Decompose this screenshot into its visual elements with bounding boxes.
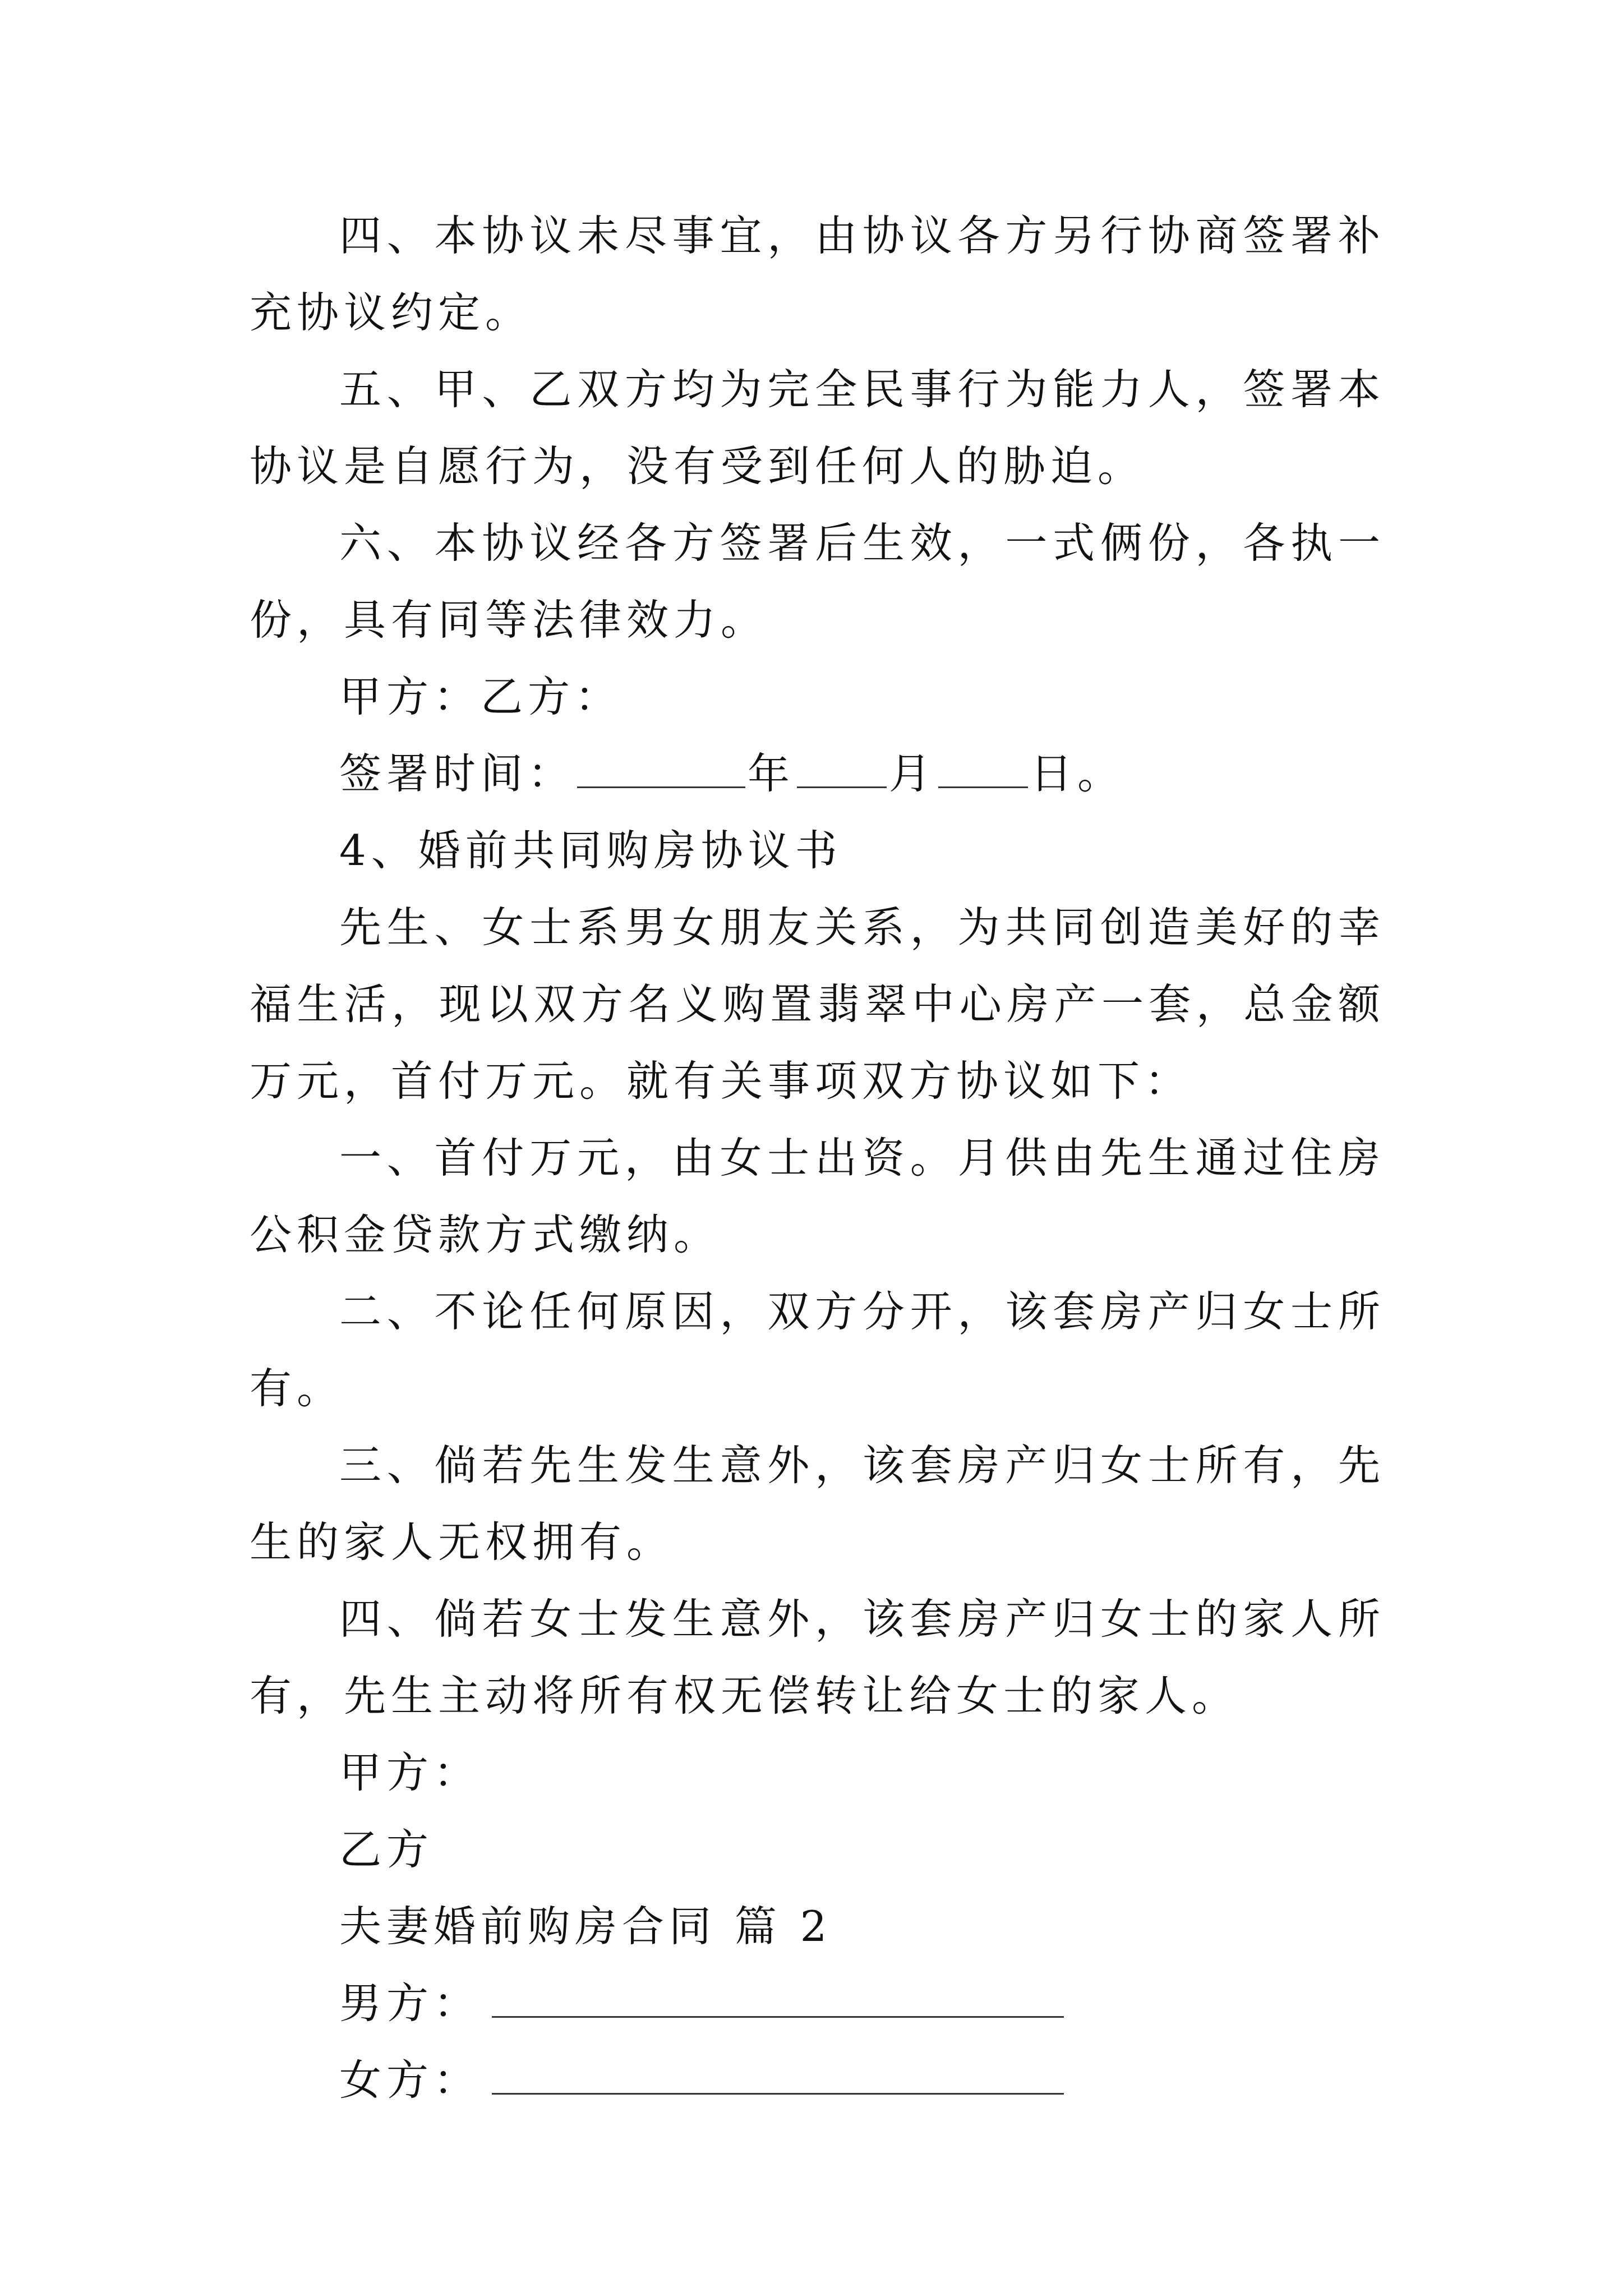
- agreement-intro: 先生、女士系男女朋友关系，为共同创造美好的幸福生活，现以双方名义购置翡翠中心房产一套，总金额万元，首付万元。就有关事项双方协议如下：: [250, 903, 1385, 1106]
- next-contract-title: 夫妻婚前购房合同 篇 2: [339, 1902, 832, 1951]
- female-party-label: 女方：: [339, 2055, 481, 2105]
- male-party-line: [250, 1965, 1385, 2042]
- parties-signature-line: 甲方：乙方：: [339, 672, 623, 721]
- agreement-clause-3: 三、倘若先生发生意外，该套房产归女士所有，先生的家人无权拥有。: [250, 1441, 1385, 1567]
- year-blank[interactable]: [577, 752, 745, 788]
- party-a-label: 甲方：: [339, 1748, 481, 1797]
- male-party-label: 男方：: [339, 1978, 481, 2028]
- paragraph-clause-6: 六、本协议经各方签署后生效，一式俩份，各执一份，具有同等法律效力。: [250, 518, 1385, 645]
- party-b-label: 乙方: [339, 1825, 434, 1874]
- day-blank[interactable]: [938, 752, 1028, 788]
- paragraph-clause-4: 四、本协议未尽事宜，由协议各方另行协商签署补充协议约定。: [250, 211, 1385, 337]
- signing-time-line: [250, 735, 1385, 812]
- female-party-line: [250, 2042, 1385, 2119]
- signing-time-label: 签署时间：: [339, 749, 575, 798]
- month-blank[interactable]: [797, 752, 887, 788]
- year-label: 年: [748, 749, 795, 798]
- agreement-clause-2: 二、不论任何原因，双方分开，该套房产归女士所有。: [250, 1287, 1385, 1413]
- female-party-blank[interactable]: [492, 2058, 1064, 2095]
- section-title: 4、婚前共同购房协议书: [339, 826, 842, 875]
- male-party-blank[interactable]: [492, 1981, 1064, 2018]
- day-label: 日。: [1030, 749, 1125, 798]
- paragraph-clause-5: 五、甲、乙双方均为完全民事行为能力人，签署本协议是自愿行为，没有受到任何人的胁迫。: [250, 365, 1385, 491]
- month-label: 月: [889, 749, 937, 798]
- document-body: [250, 197, 1385, 2119]
- agreement-clause-4: 四、倘若女士发生意外，该套房产归女士的家人所有，先生主动将所有权无偿转让给女士的家人。: [250, 1594, 1385, 1720]
- agreement-clause-1: 一、首付万元，由女士出资。月供由先生通过住房公积金贷款方式缴纳。: [250, 1133, 1385, 1259]
